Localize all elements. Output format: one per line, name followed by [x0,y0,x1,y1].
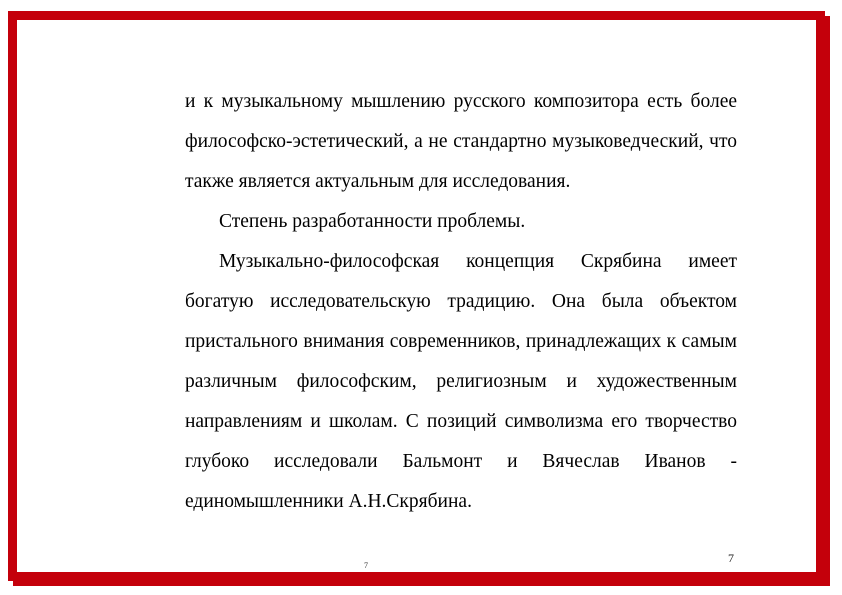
footnote-mark: 7 [364,561,368,570]
page-number: 7 [728,551,734,565]
slide-body-text [185,82,737,522]
paragraph-main: Музыкально-философская концепция Скрябина имеет богатую исследовательскую традицию. Она была объектом пристального внимания современников, принадлежащих к самым различным философским, религиозным и художественным направлениям и школам. С позиций символизма его творчество глубоко исследовали Бальмонт и Вячеслав Иванов - единомышленники А.Н.Скрябина. [185,251,737,512]
paragraph-heading: Степень разработанности проблемы. [219,211,526,232]
paragraph-continuation: и к музыкальному мышлению русского композитора есть более философско-эстетический, а не стандартно музыковедческий, что также является актуальным для исследования. [185,91,737,192]
